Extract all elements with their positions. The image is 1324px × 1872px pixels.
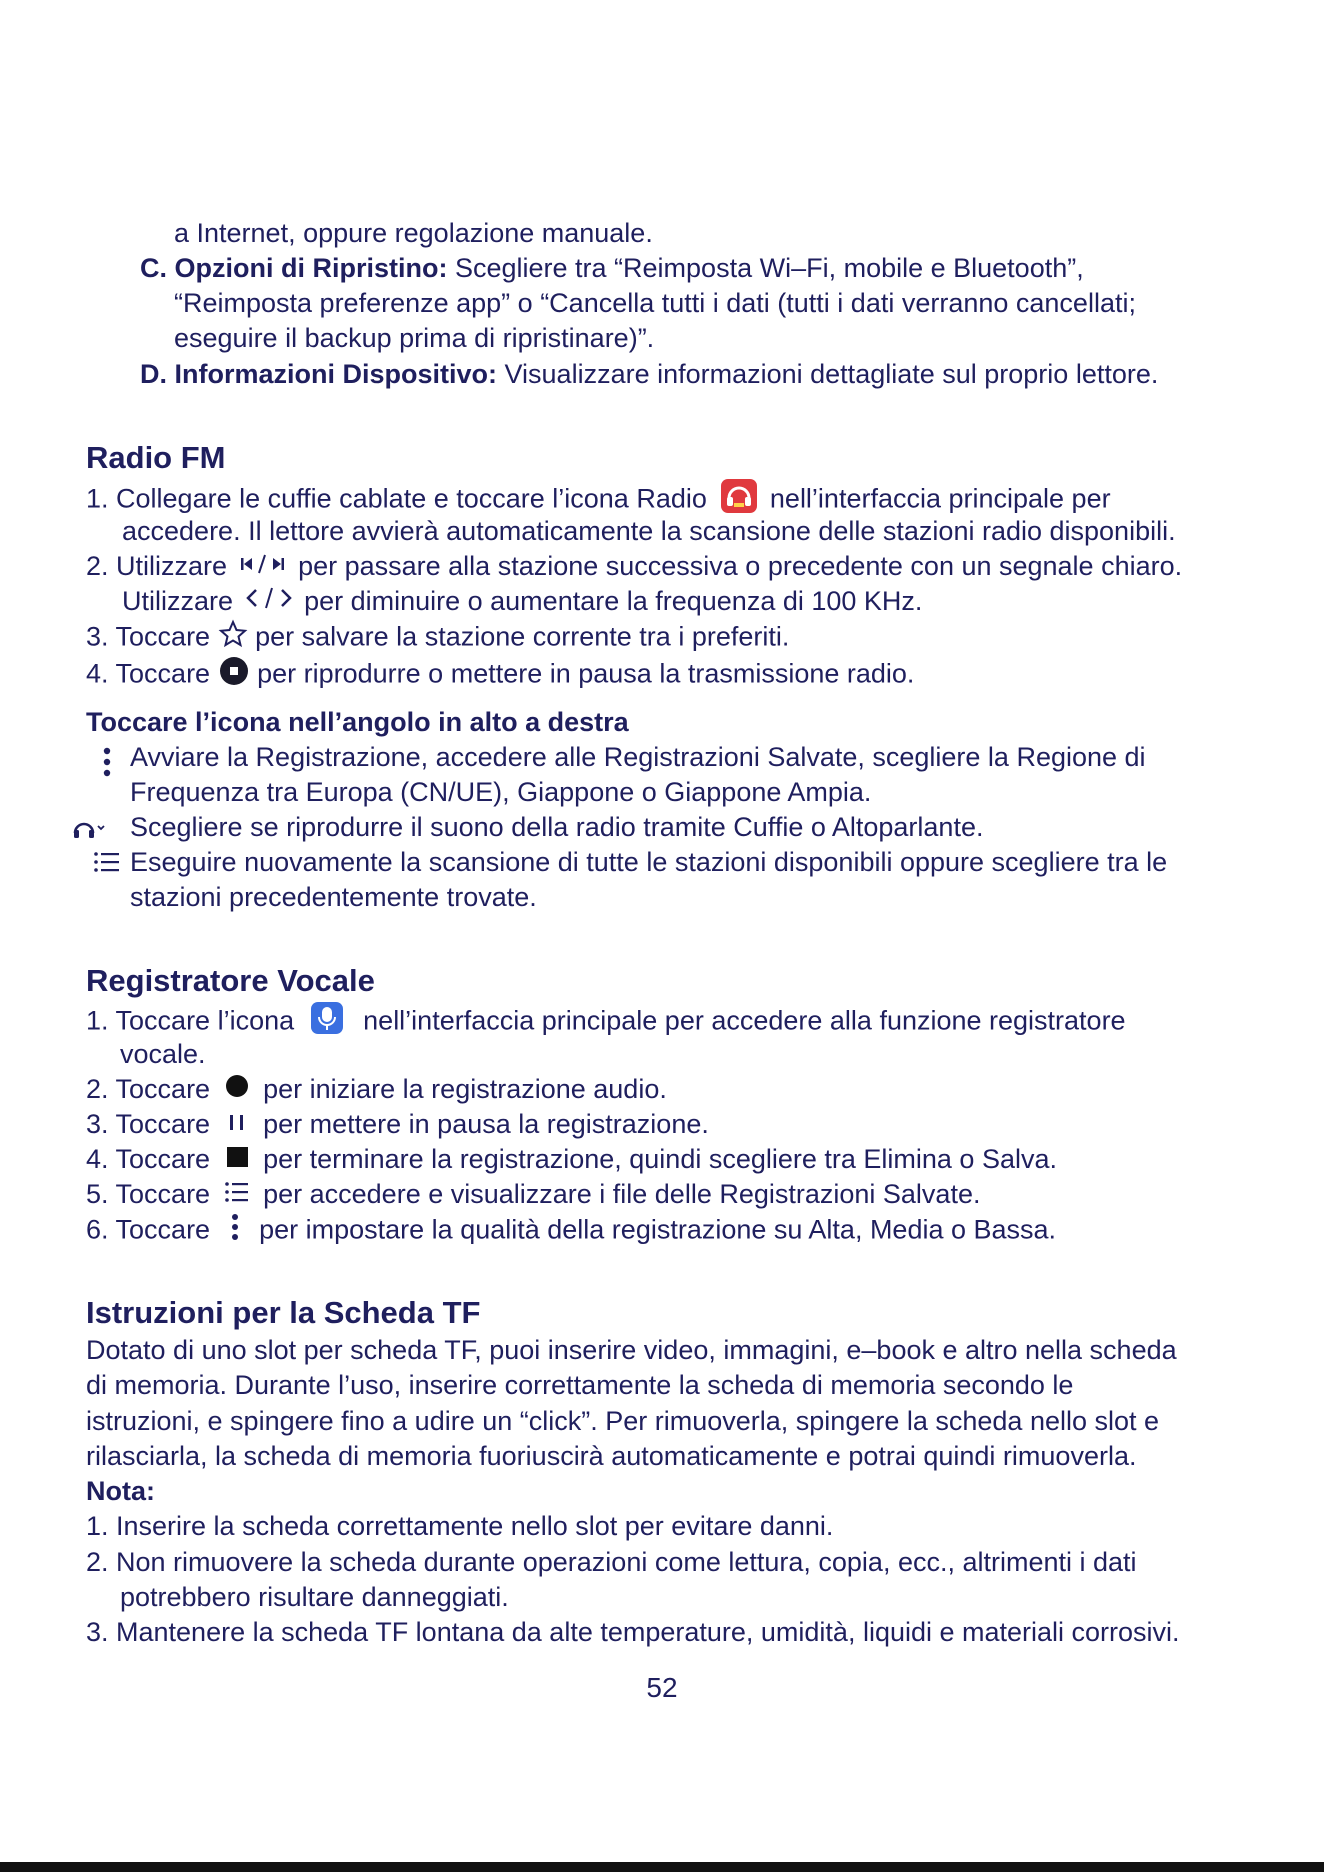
- reset-options-label: C. Opzioni di Ripristino:: [140, 253, 448, 283]
- play-stop-icon: [218, 655, 250, 696]
- radio-step-2-text-c: Utilizzare: [122, 586, 234, 616]
- radio-step-3-text-b: per salvare la stazione corrente tra i preferiti.: [255, 621, 790, 652]
- recorder-step-2: [86, 1072, 667, 1108]
- page-bottom-edge: [0, 1862, 1324, 1872]
- intro-line: a Internet, oppure regolazione manuale.: [174, 218, 653, 248]
- recorder-step-1-text-b: nell’interfaccia principale per accedere alla funzione registratore: [363, 1005, 1126, 1036]
- reset-options-line2: “Reimposta preferenze app” o “Cancella tutti i dati (tutti i dati verranno cancellati;: [174, 288, 1136, 318]
- recorder-step-5-text: 5. Toccare: [86, 1179, 211, 1209]
- radio-menu-desc-cont: Frequenza tra Europa (CN/UE), Giappone o Giappone Ampia.: [130, 777, 872, 807]
- recorder-step-1-text: 1. Toccare l’icona: [86, 1005, 295, 1036]
- skip-prev-next-icon: [235, 550, 291, 585]
- reset-options-item: [140, 251, 1084, 286]
- radio-step-4: [86, 655, 914, 696]
- device-info-text: Visualizzare informazioni dettagliate sul proprio lettore.: [497, 359, 1159, 389]
- tf-heading: Istruzioni per la Scheda TF: [86, 1295, 481, 1330]
- radio-step-3: [86, 619, 789, 658]
- radio-heading: Radio FM: [86, 440, 226, 475]
- radio-step-1-cont: accedere. Il lettore avvierà automaticamente la scansione delle stazioni radio disponibili.: [122, 516, 1176, 546]
- radio-menu-desc: Avviare la Registrazione, accedere alle Registrazioni Salvate, scegliere la Regione di: [130, 742, 1146, 772]
- recorder-step-3-text-b: per mettere in pausa la registrazione.: [263, 1109, 709, 1139]
- radio-scan-desc-cont: stazioni precedentemente trovate.: [130, 882, 537, 912]
- recorder-step-4-text-b: per terminare la registrazione, quindi scegliere tra Elimina o Salva.: [263, 1144, 1057, 1174]
- recorder-step-4: [86, 1142, 1057, 1178]
- radio-step-4-text-b: per riprodurre o mettere in pausa la trasmissione radio.: [257, 658, 915, 689]
- recorder-step-2-text: 2. Toccare: [86, 1074, 211, 1104]
- list-icon: [93, 850, 121, 879]
- headphones-icon: [72, 814, 106, 845]
- radio-step-2-text: 2. Utilizzare: [86, 551, 228, 581]
- recorder-step-1-cont: vocale.: [120, 1039, 206, 1069]
- pause-icon: [226, 1108, 248, 1143]
- list-icon: [224, 1178, 250, 1213]
- tf-note-2-cont: potrebbero risultare danneggiati.: [120, 1582, 509, 1612]
- radio-step-3-text: 3. Toccare: [86, 621, 211, 652]
- recorder-heading: Registratore Vocale: [86, 963, 375, 998]
- tf-note-1: 1. Inserire la scheda correttamente nello slot per evitare danni.: [86, 1511, 834, 1541]
- reset-options-line3: eseguire il backup prima di ripristinare)”.: [174, 323, 655, 353]
- radio-step-2: [86, 549, 1182, 585]
- tf-note-label: Nota:: [86, 1476, 155, 1506]
- device-info-label: D. Informazioni Dispositivo:: [140, 359, 498, 389]
- recorder-step-3: [86, 1107, 709, 1143]
- radio-scan-desc: Eseguire nuovamente la scansione di tutte le stazioni disponibili oppure scegliere tra le: [130, 847, 1168, 877]
- recorder-step-6-text: 6. Toccare: [86, 1214, 211, 1245]
- recorder-step-6-text-b: per impostare la qualità della registrazione su Alta, Media o Bassa.: [259, 1214, 1057, 1245]
- recorder-step-4-text: 4. Toccare: [86, 1144, 211, 1174]
- recorder-step-2-text-b: per iniziare la registrazione audio.: [263, 1074, 667, 1104]
- record-icon: [224, 1073, 250, 1108]
- radio-subheading: Toccare l’icona nell’angolo in alto a destra: [86, 707, 629, 737]
- radio-step-4-text: 4. Toccare: [86, 658, 211, 689]
- recorder-step-5: [86, 1177, 980, 1213]
- radio-step-2-text-d: per diminuire o aumentare la frequenza di 100 KHz.: [304, 586, 923, 616]
- stop-icon: [224, 1143, 250, 1178]
- radio-step-1-text: 1. Collegare le cuffie cablate e toccare l’icona Radio: [86, 483, 707, 514]
- radio-step-2-text-b: per passare alla stazione successiva o precedente con un segnale chiaro.: [298, 551, 1183, 581]
- radio-output-desc: Scegliere se riprodurre il suono della radio tramite Cuffie o Altoparlante.: [130, 812, 984, 842]
- chevron-left-right-icon: [241, 585, 297, 620]
- recorder-step-1: [86, 1001, 1126, 1044]
- page-number: 52: [646, 1672, 678, 1703]
- vertical-dots-icon: [100, 746, 114, 783]
- vertical-dots-icon: [228, 1212, 242, 1251]
- radio-step-2-cont: [122, 584, 922, 620]
- reset-options-text: Scegliere tra “Reimposta Wi–Fi, mobile e Bluetooth”,: [447, 253, 1084, 283]
- recorder-step-3-text: 3. Toccare: [86, 1109, 211, 1139]
- recorder-step-6: [86, 1212, 1056, 1251]
- device-info-item: [140, 357, 1158, 392]
- tf-paragraph-line3: istruzioni, e spingere fino a udire un “click”. Per rimuoverla, spingere la scheda nello slot e: [86, 1406, 1160, 1436]
- recorder-step-5-text-b: per accedere e visualizzare i file delle Registrazioni Salvate.: [263, 1179, 981, 1209]
- tf-paragraph-line4: rilasciarla, la scheda di memoria fuoriuscirà automaticamente e potrai quindi rimuoverla.: [86, 1441, 1137, 1471]
- radio-step-1-text-b: nell’interfaccia principale per: [769, 483, 1111, 514]
- star-icon: [218, 619, 248, 658]
- tf-paragraph-line2: di memoria. Durante l’uso, inserire correttamente la scheda di memoria secondo le: [86, 1370, 1074, 1400]
- tf-note-3: 3. Mantenere la scheda TF lontana da alte temperature, umidità, liquidi e materiali corrosivi.: [86, 1617, 1180, 1647]
- tf-paragraph-line1: Dotato di uno slot per scheda TF, puoi inserire video, immagini, e–book e altro nella scheda: [86, 1335, 1177, 1365]
- microphone-app-icon: [310, 1001, 344, 1044]
- tf-note-2: 2. Non rimuovere la scheda durante operazioni come lettura, copia, ecc., altrimenti i dati: [86, 1547, 1137, 1577]
